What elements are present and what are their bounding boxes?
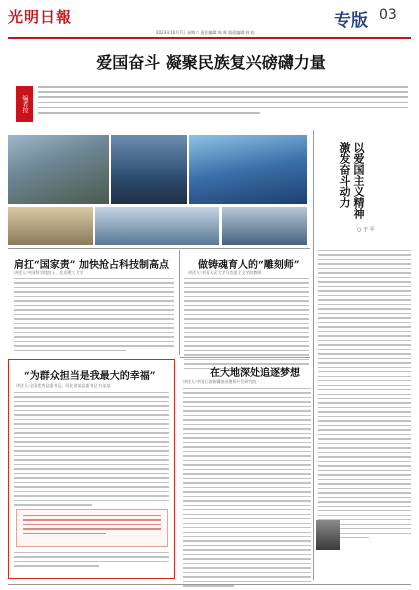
article-2-body — [184, 278, 309, 372]
page-title: 爱国奋斗 凝聚民族复兴磅礴力量 — [96, 53, 326, 72]
newspaper-logo: 光明日報 — [8, 8, 73, 26]
article-4-title: 在大地深处追逐梦想 — [210, 368, 300, 379]
masthead-rule — [8, 37, 411, 39]
photo-village — [95, 207, 219, 245]
article-1-byline: 讲述人:中国科学院院士、北京理工大学 — [14, 270, 84, 275]
column-divider — [179, 250, 180, 355]
article-4-byline: 讲述人:中国石油新疆油田勘探开发研究院 · — [183, 379, 259, 384]
editor-note-tag: 编者按 — [16, 86, 33, 122]
photo-classroom — [8, 207, 93, 245]
photo-scientist — [8, 135, 109, 204]
column-divider — [313, 130, 314, 580]
article-3-body-cont — [14, 552, 169, 570]
article-4-body — [183, 388, 311, 590]
commentary-title: 以爱国主义精神 激发奋斗动力 — [338, 142, 365, 219]
section-divider — [8, 248, 310, 249]
article-1-title: 肩扛“国家责” 加快抢占科技制高点 — [14, 260, 169, 271]
section-label: 专版 — [334, 11, 368, 31]
article-2-byline: 讲述人:中国人民大学马克思主义学院教师 — [188, 270, 262, 275]
editor-note-text — [38, 86, 408, 117]
pull-quote-box — [16, 509, 168, 547]
commentary-author: ○ 于 平 — [357, 227, 375, 233]
article-2-title: 做铸魂育人的“雕刻师” — [198, 260, 300, 271]
commentary-body — [318, 250, 411, 541]
photo-oilfield — [222, 207, 307, 245]
article-3-body — [14, 392, 169, 509]
page-number: 03 — [379, 7, 397, 23]
author-portrait — [316, 520, 340, 550]
date-line: 2023年10月7日 星期六 责任编辑:周 晖 版面编辑:何 松 — [156, 30, 255, 35]
photo-worker — [111, 135, 187, 204]
bottom-rule — [8, 584, 411, 585]
article-3-title: “为群众担当是我最大的幸福” — [24, 371, 156, 382]
photo-engineers — [189, 135, 307, 204]
article-1-body — [14, 278, 174, 354]
article-3-byline: 讲述人:全国优秀县委书记、河北省某县委书记 杜某某 — [16, 383, 111, 388]
